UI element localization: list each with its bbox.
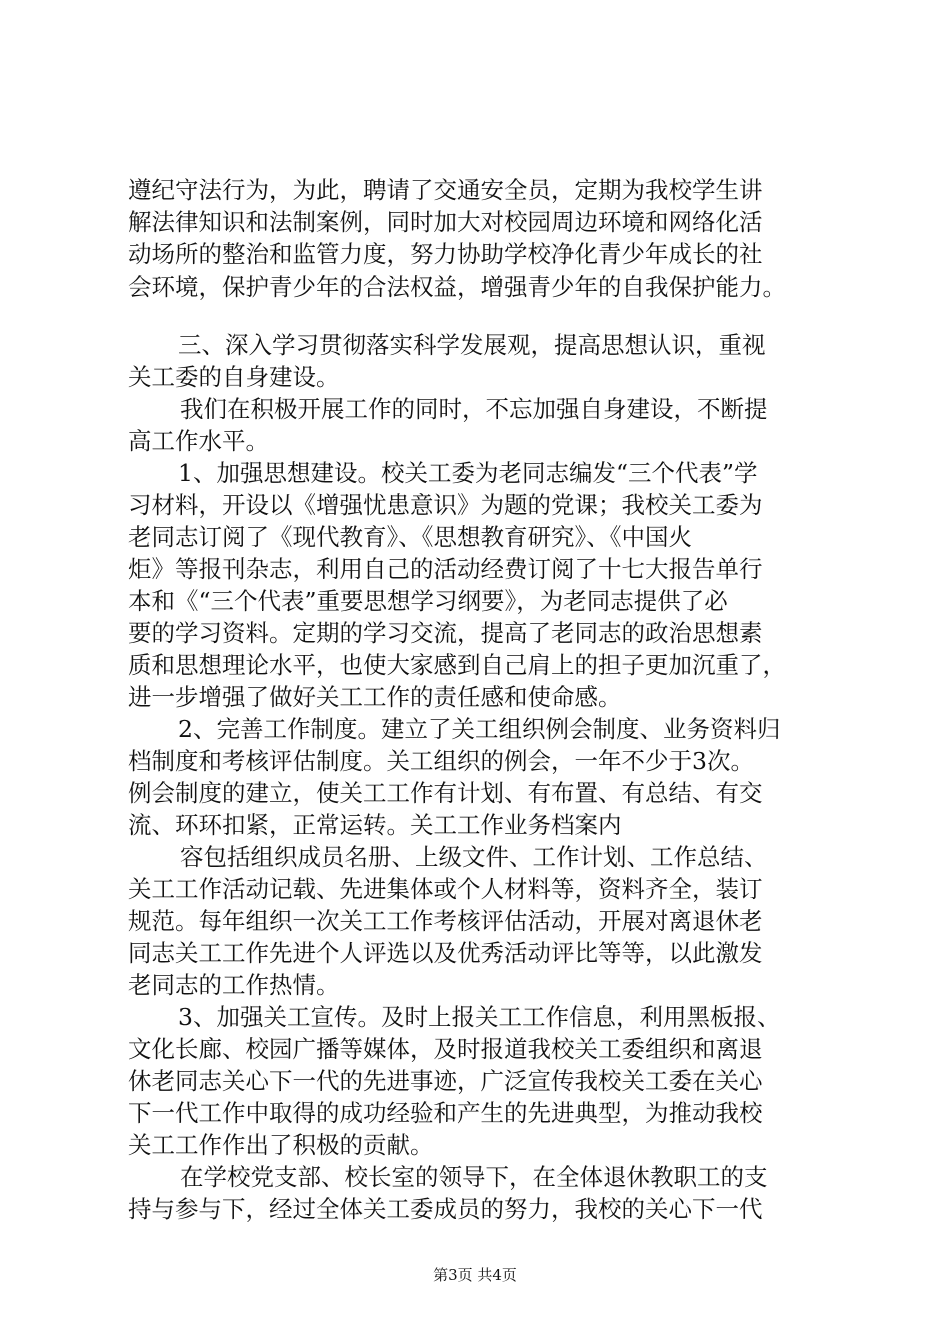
- section-heading: 关工委的自身建设。: [128, 363, 340, 391]
- body-text-line: 炬》等报刊杂志，利用自己的活动经费订阅了十七大报告单行: [128, 555, 763, 583]
- body-text-line: 老同志订阅了《现代教育》、《思想教育研究》、《中国火: [128, 523, 692, 551]
- body-text-line: 3、加强关工宣传。及时上报关工工作信息，利用黑板报、: [178, 1003, 781, 1031]
- body-text-line: 高工作水平。: [128, 427, 269, 455]
- body-text-line: 流、环环扣紧，正常运转。关工工作业务档案内: [128, 811, 622, 839]
- section-heading: 三、深入学习贯彻落实科学发展观，提高思想认识，重视: [178, 331, 766, 359]
- body-text-line: 休老同志关心下一代的先进事迹，广泛宣传我校关工委在关心: [128, 1067, 763, 1095]
- body-text-line: 1、加强思想建设。校关工委为老同志编发“三个代表”学: [178, 459, 758, 487]
- body-text-line: 下一代工作中取得的成功经验和产生的先进典型，为推动我校: [128, 1099, 763, 1127]
- body-text-line: 2、完善工作制度。建立了关工组织例会制度、业务资料归: [178, 715, 781, 743]
- body-text-line: 关工工作作出了积极的贡献。: [128, 1131, 434, 1159]
- body-text-line: 动场所的整治和监管力度，努力协助学校净化青少年成长的社: [128, 240, 763, 268]
- body-text-line: 习材料，开设以《增强忧患意识》为题的党课；我校关工委为: [128, 491, 763, 519]
- body-text-line: 关工工作活动记载、先进集体或个人材料等，资料齐全，装订: [128, 875, 763, 903]
- body-text-line: 档制度和考核评估制度。关工组织的例会，一年不少于3次。: [128, 747, 754, 775]
- body-text-line: 容包括组织成员名册、上级文件、工作计划、工作总结、: [180, 843, 768, 871]
- body-text-line: 我们在积极开展工作的同时，不忘加强自身建设，不断提: [180, 395, 768, 423]
- body-text-line: 持与参与下，经过全体关工委成员的努力，我校的关心下一代: [128, 1195, 763, 1223]
- body-text-line: 文化长廊、校园广播等媒体，及时报道我校关工委组织和离退: [128, 1035, 763, 1063]
- body-text-line: 质和思想理论水平，也使大家感到自己肩上的担子更加沉重了，: [128, 651, 786, 679]
- body-text-line: 本和《“三个代表”重要思想学习纲要》，为老同志提供了必: [128, 587, 728, 615]
- body-text-line: 规范。每年组织一次关工工作考核评估活动，开展对离退休老: [128, 907, 763, 935]
- body-text-line: 进一步增强了做好关工工作的责任感和使命感。: [128, 683, 622, 711]
- page-footer: 第3页 共4页: [433, 1266, 517, 1284]
- body-text-line: 解法律知识和法制案例，同时加大对校园周边环境和网络化活: [128, 208, 763, 236]
- body-text-line: 同志关工工作先进个人评选以及优秀活动评比等等，以此激发: [128, 939, 763, 967]
- body-text-line: 在学校党支部、校长室的领导下，在全体退休教职工的支: [180, 1163, 768, 1191]
- body-text-line: 遵纪守法行为，为此，聘请了交通安全员，定期为我校学生讲: [128, 176, 763, 204]
- body-text-line: 要的学习资料。定期的学习交流，提高了老同志的政治思想素: [128, 619, 763, 647]
- body-text-line: 例会制度的建立，使关工工作有计划、有布置、有总结、有交: [128, 779, 763, 807]
- body-text-line: 老同志的工作热情。: [128, 971, 340, 999]
- body-text-line: 会环境，保护青少年的合法权益，增强青少年的自我保护能力。: [128, 273, 786, 301]
